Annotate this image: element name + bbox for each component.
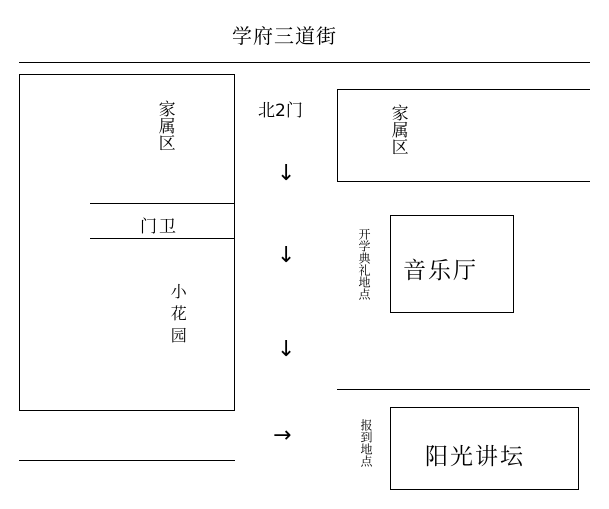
guard-house-bottom-line xyxy=(90,238,235,239)
bottom-road-line-left xyxy=(19,460,235,461)
route-arrow-down-3: ↓ xyxy=(277,337,296,362)
concert-hall-note: 开学典礼地点 xyxy=(357,228,371,300)
north-gate-2-label: 北2门 xyxy=(258,101,303,121)
right-residential-label: 家属区 xyxy=(387,104,408,155)
route-arrow-right: → xyxy=(273,423,292,448)
forum-note: 报到地点 xyxy=(359,419,373,467)
guard-house-top-line xyxy=(90,203,235,204)
left-block-right-line xyxy=(234,74,235,410)
garden-label: 小花园 xyxy=(168,283,188,349)
left-block-left-line xyxy=(19,74,20,410)
route-arrow-down-1: ↓ xyxy=(277,161,296,186)
left-residential-label: 家属区 xyxy=(154,100,175,151)
right-residential-left-line xyxy=(337,89,338,181)
right-residential-top-line xyxy=(337,89,590,90)
concert-hall-label: 音乐厅 xyxy=(403,258,478,284)
right-residential-bottom-line xyxy=(337,181,590,182)
sunshine-forum-label: 阳光讲坛 xyxy=(425,444,525,470)
route-arrow-down-2: ↓ xyxy=(277,243,296,268)
street-title: 学府三道街 xyxy=(232,24,337,48)
left-block-bottom-line xyxy=(19,410,235,411)
right-zone-divider-line xyxy=(337,389,590,390)
guard-house-label: 门卫 xyxy=(140,217,178,237)
left-block-top-line xyxy=(19,74,235,75)
street-line-top xyxy=(19,62,590,63)
